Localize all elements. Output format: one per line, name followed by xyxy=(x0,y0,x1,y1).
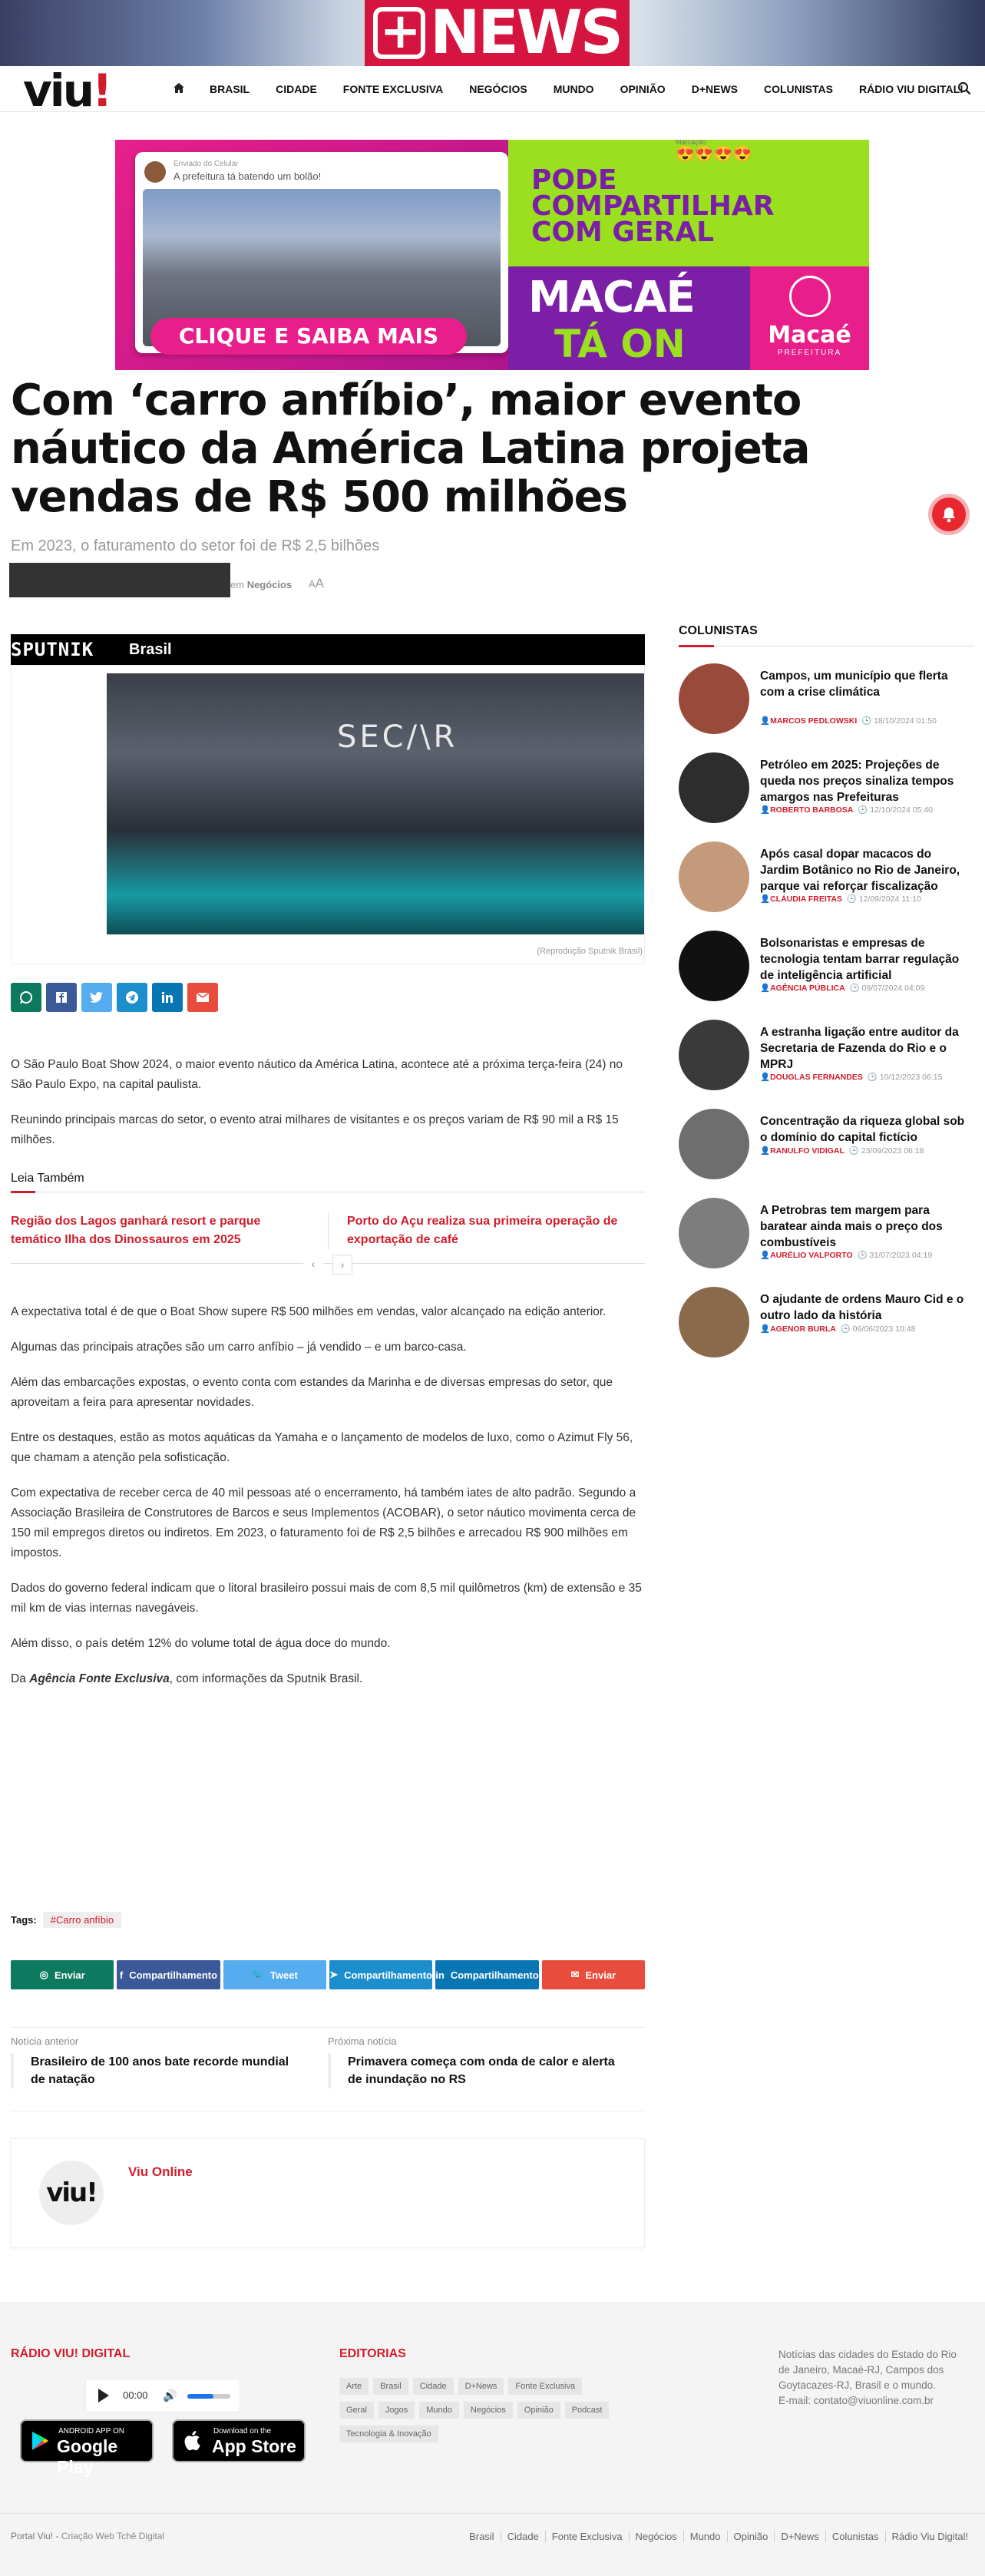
ad-message: A prefeitura tá batendo um bolão! xyxy=(174,170,322,182)
columnist-item[interactable] xyxy=(679,1270,974,1359)
article-paragraph: Além das embarcações expostas, o evento conta com estandes da Marinha e de diversas empresas do setor, que aproveitam a feira para apresentar novidades. xyxy=(11,1376,613,1409)
city-seal-icon xyxy=(789,276,831,317)
radio-player xyxy=(86,2379,240,2412)
font-size-toggle[interactable] xyxy=(309,576,324,591)
search-icon[interactable] xyxy=(957,81,971,95)
columnist-meta xyxy=(760,1146,924,1156)
share-label: Enviar xyxy=(585,1969,616,1981)
next-label: Próxima notícia xyxy=(328,2035,397,2047)
volume-icon[interactable]: 🔊 xyxy=(163,2389,177,2402)
clock-icon: 🕒 xyxy=(867,1073,878,1082)
columnist-author[interactable]: DOUGLAS FERNANDES xyxy=(770,1073,863,1082)
columnist-meta xyxy=(760,1324,915,1334)
columnist-title[interactable]: Concentração da riqueza global sob o domínio do capital fictício xyxy=(760,1115,965,1144)
menu-item-colunistas[interactable]: COLUNISTAS xyxy=(764,83,833,95)
ad-headline-line: PODE xyxy=(531,164,617,196)
article-paragraph: O São Paulo Boat Show 2024, o maior evento náutico da América Latina, acontece até a próxima terça-feira (24) no São Paulo Expo, na capital paulista. xyxy=(11,1058,623,1091)
columnist-item[interactable] xyxy=(679,1181,974,1270)
article-paragraph: Algumas das principais atrações são um carro anfíbio – já vendido – e um barco-casa. xyxy=(11,1341,467,1354)
ad-headline-line: COMPARTILHAR xyxy=(531,190,775,222)
editoria-chip[interactable]: D+News xyxy=(458,2378,504,2395)
columnist-photo[interactable] xyxy=(679,1198,749,1268)
author-avatar[interactable]: viu! xyxy=(39,2161,104,2225)
email-icon xyxy=(196,992,210,1003)
related-article-link[interactable]: Região dos Lagos ganhará resort e parque temático Ilha dos Dinossauros em 2025 xyxy=(11,1215,261,1246)
share-bar-bottom xyxy=(11,1960,645,1989)
plus-icon: + xyxy=(373,7,425,59)
twitter-icon xyxy=(90,991,104,1004)
ad-green-panel xyxy=(508,140,869,266)
telegram-icon xyxy=(125,990,139,1004)
menu-item-radio[interactable]: RÁDIO VIU DIGITAL! xyxy=(858,83,964,95)
article-title: Com ‘carro anfíbio’, maior evento náutico da América Latina projeta vendas de R$ 500 milhões xyxy=(11,375,810,522)
columnist-date: 12/09/2024 11:10 xyxy=(858,894,921,904)
boat-show-photo xyxy=(107,673,644,934)
bell-icon xyxy=(941,506,957,523)
prev-title[interactable]: Brasileiro de 100 anos bate recorde mundial de natação xyxy=(11,2053,305,2088)
app-store-badge[interactable] xyxy=(172,2419,306,2462)
email-share-button[interactable] xyxy=(187,983,218,1012)
menu-item-opiniao[interactable]: OPINIÃO xyxy=(620,83,666,95)
editoria-chip[interactable]: Negócios xyxy=(464,2402,513,2419)
logo-mark: ! xyxy=(91,64,111,117)
clock-icon: 🕒 xyxy=(840,1324,851,1334)
article-body xyxy=(11,634,645,1689)
article-paragraph: Dados do governo federal indicam que o litoral brasileiro possui mais de com 8,5 mil quilômetros (km) de extensão e 35 mil km de vias internas navegáveis. xyxy=(11,1582,642,1615)
editoria-chip[interactable]: Mundo xyxy=(419,2402,459,2419)
article-featured-image xyxy=(11,665,645,964)
top-banner[interactable] xyxy=(0,0,985,66)
menu-item-mundo[interactable]: MUNDO xyxy=(553,83,594,95)
columnist-meta xyxy=(760,1072,942,1082)
columnist-item[interactable] xyxy=(679,646,974,736)
font-small[interactable]: A xyxy=(309,578,316,590)
user-icon: 👤 xyxy=(760,1146,771,1156)
facebook-share-button[interactable] xyxy=(46,983,77,1012)
credit-suffix: , com informações da Sputnik Brasil. xyxy=(169,1672,363,1685)
article-paragraph: Além disso, o país detém 12% do volume total de água doce do mundo. xyxy=(11,1637,391,1650)
home-icon[interactable] xyxy=(161,83,197,95)
columnist-date: 10/12/2023 06:15 xyxy=(879,1073,943,1082)
menu-bar xyxy=(161,66,977,112)
ad-cta-button[interactable]: CLIQUE E SAIBA MAIS xyxy=(150,318,467,355)
editoria-chip[interactable]: Arte xyxy=(339,2378,369,2395)
ad-ta-on: TÁ ON xyxy=(554,322,686,366)
credit-prefix: Da xyxy=(11,1672,30,1685)
category-prefix: em xyxy=(230,579,245,590)
ad-headline-line: COM GERAL xyxy=(531,217,715,248)
credit-agency: Agência Fonte Exclusiva xyxy=(29,1672,170,1685)
ad-seal-name: Macaé xyxy=(768,322,851,349)
site-logo[interactable] xyxy=(23,64,110,117)
article-paragraph: Reunindo principais marcas do setor, o evento atrai milhares de visitantes e os preços variam de R$ 90 mil a R$ 15 milhões. xyxy=(11,1113,619,1146)
columnist-photo[interactable] xyxy=(679,663,749,734)
columnist-title[interactable]: Petróleo em 2025: Projeções de queda nos preços sinaliza tempos amargos nas Prefeituras xyxy=(760,759,954,804)
whatsapp-share-button[interactable] xyxy=(11,983,41,1012)
telegram-icon: ➤ xyxy=(329,1969,339,1980)
footer-link[interactable]: D+News xyxy=(774,2531,825,2542)
user-icon: 👤 xyxy=(760,716,771,726)
author-box xyxy=(11,2138,645,2248)
previous-post[interactable] xyxy=(11,2035,328,2111)
clock-icon: 🕒 xyxy=(858,805,868,815)
article-subtitle: Em 2023, o faturamento do setor foi de R$ 2,5 bilhões xyxy=(11,537,380,554)
editoria-chip[interactable]: Geral xyxy=(339,2402,374,2419)
user-icon: 👤 xyxy=(760,1324,771,1334)
android-big: Google Play xyxy=(57,2436,118,2477)
email-icon: ✉ xyxy=(570,1969,580,1980)
columnist-meta xyxy=(760,894,921,904)
share-label: Tweet xyxy=(269,1969,298,1981)
next-title[interactable]: Primavera começa com onda de calor e alerta de inundação no RS xyxy=(328,2053,622,2088)
editoria-chip[interactable]: Tecnologia & Inovação xyxy=(339,2426,438,2442)
columnist-title[interactable]: O ajudante de ordens Mauro Cid e o outro lado da história xyxy=(760,1293,964,1322)
play-icon[interactable] xyxy=(98,2389,109,2402)
footer-link[interactable]: Colunistas xyxy=(825,2531,885,2542)
whatsapp-icon: ◎ xyxy=(39,1969,48,1980)
columnist-item[interactable] xyxy=(679,1003,974,1092)
article-tags xyxy=(11,1912,121,1928)
ad-seal-sub: PREFEITURA xyxy=(777,349,842,357)
footer-about xyxy=(778,2347,970,2409)
columnist-author[interactable]: CLÁUDIA FREITAS xyxy=(770,894,842,904)
article-paragraph: A expectativa total é de que o Boat Show supere R$ 500 milhões em vendas, valor alcançado na edição anterior. xyxy=(11,1305,607,1318)
linkedin-icon xyxy=(161,991,174,1004)
logo-text: viu xyxy=(23,64,92,117)
clock-icon: 🕒 xyxy=(846,894,857,904)
footer-bottom-bar xyxy=(0,2513,985,2576)
twitter-share-button[interactable] xyxy=(81,983,112,1012)
columnist-title[interactable]: A estranha ligação entre auditor da Secretaria de Fazenda do Rio e o MPRJ xyxy=(760,1026,959,1071)
menu-item-brasil[interactable]: BRASIL xyxy=(210,83,250,95)
clock-icon: 🕒 xyxy=(849,984,860,993)
clock-icon: 🕒 xyxy=(848,1146,859,1156)
user-icon: 👤 xyxy=(760,1073,771,1082)
article-paragraph: Entre os destaques, estão as motos aquáticas da Yamaha e o lançamento de modelos de luxo, como o Azimut Fly 56, que chamam a atenção pela sofisticação. xyxy=(11,1431,633,1464)
columnist-photo[interactable] xyxy=(679,1109,749,1179)
sputnik-header xyxy=(11,634,645,665)
author-name-link[interactable]: Viu Online xyxy=(128,2164,193,2179)
agency-link[interactable]: Tchê Digital xyxy=(114,2531,165,2541)
footer-links xyxy=(463,2531,974,2542)
ad-emoji-icons: 😍😍😍😍 xyxy=(676,146,752,163)
about-text: Notícias das cidades do Estado do Rio de Janeiro, Macaé-RJ, Campos dos Goytacazes-RJ, Brasil e o mundo. xyxy=(778,2349,957,2391)
share-label: Compartilhamento xyxy=(344,1969,432,1981)
facebook-icon: f xyxy=(119,1969,124,1981)
copyright xyxy=(11,2531,164,2541)
columnist-meta xyxy=(760,716,937,726)
columnist-author[interactable]: ROBERTO BARBOSA xyxy=(770,805,854,815)
columnist-title[interactable]: A Petrobras tem margem para baratear ainda mais o preço dos combustíveis xyxy=(760,1204,943,1249)
pager-prev-button[interactable]: ‹ xyxy=(303,1255,323,1275)
photo-sign-text: SEC/\R xyxy=(337,719,458,755)
columnist-photo[interactable] xyxy=(679,1020,749,1090)
telegram-share-wide-button[interactable] xyxy=(329,1960,432,1989)
columnist-title[interactable]: Após casal dopar macacos do Jardim Botânico no Rio de Janeiro, parque vai reforçar fiscalização xyxy=(760,848,960,893)
ios-small: Download on the xyxy=(213,2427,272,2435)
columnist-photo[interactable] xyxy=(679,842,749,912)
menu-item-dnews[interactable]: D+NEWS xyxy=(691,83,738,95)
whatsapp-send-button[interactable] xyxy=(11,1960,114,1989)
columnist-item[interactable] xyxy=(679,1092,974,1181)
pager-next-button[interactable]: › xyxy=(332,1255,352,1275)
columnist-title[interactable]: Bolsonaristas e empresas de tecnologia tentam barrar regulação de inteligência artificial xyxy=(760,937,960,982)
facebook-share-wide-button[interactable] xyxy=(117,1960,220,1989)
share-label: Compartilhamento xyxy=(129,1969,218,1981)
radio-heading: RÁDIO VIU! DIGITAL xyxy=(11,2347,131,2360)
columnist-author[interactable]: AGENOR BURLA xyxy=(770,1324,836,1334)
android-small: ANDROID APP ON xyxy=(58,2427,124,2435)
editoria-chip[interactable]: Jogos xyxy=(378,2402,415,2419)
columnist-date: 09/07/2024 04:09 xyxy=(861,984,925,993)
contact-email[interactable]: E-mail: contato@viuonline.com.br xyxy=(778,2395,934,2406)
ad-seal-panel xyxy=(750,266,869,370)
editorias-heading: EDITORIAS xyxy=(339,2347,406,2360)
linkedin-share-button[interactable] xyxy=(152,983,183,1012)
author-meta-overlay xyxy=(9,563,230,597)
ios-big: App Store xyxy=(212,2436,296,2456)
user-icon: 👤 xyxy=(760,1251,771,1260)
next-post[interactable] xyxy=(328,2035,645,2111)
footer-link[interactable]: Cidade xyxy=(501,2531,545,2542)
ad-headline xyxy=(531,164,775,248)
share-icons-top xyxy=(11,983,645,1012)
linkedin-share-wide-button[interactable] xyxy=(435,1960,538,1989)
footer-link[interactable]: Rádio Viu Digital! xyxy=(885,2531,974,2542)
columnist-photo[interactable] xyxy=(679,1287,749,1357)
banner-brand: NEWS xyxy=(430,0,621,66)
editoria-chip[interactable]: Opinião xyxy=(517,2402,560,2419)
font-big[interactable]: A xyxy=(315,576,325,590)
whatsapp-icon xyxy=(19,990,33,1004)
related-pager xyxy=(11,1253,645,1276)
article-category xyxy=(230,579,292,590)
post-navigation xyxy=(11,2027,645,2111)
ad-sender: Enviado do Celular xyxy=(174,160,239,168)
share-label: Compartilhamento xyxy=(450,1969,539,1981)
columnist-author[interactable]: AGÊNCIA PÚBLICA xyxy=(770,984,845,993)
columnist-author[interactable]: AURÉLIO VALPORTO xyxy=(770,1251,853,1260)
footer-link[interactable]: Opinião xyxy=(727,2531,775,2542)
user-icon: 👤 xyxy=(760,805,771,815)
columnist-title[interactable]: Campos, um município que flerta com a crise climática xyxy=(760,670,948,699)
prev-label: Notícia anterior xyxy=(11,2035,79,2047)
facebook-icon xyxy=(55,990,68,1004)
category-link[interactable]: Negócios xyxy=(246,579,293,590)
sputnik-country: Brasil xyxy=(129,641,172,658)
columnist-item[interactable] xyxy=(679,736,974,825)
footer-link[interactable]: Negócios xyxy=(629,2531,683,2542)
related-heading: Leia Também xyxy=(11,1172,645,1192)
article-credit xyxy=(11,1669,645,1689)
columnist-item[interactable] xyxy=(679,914,974,1003)
clock-icon: 🕒 xyxy=(857,1251,868,1260)
columnist-date: 12/10/2024 05:40 xyxy=(870,805,933,815)
linkedin-icon: in xyxy=(435,1969,445,1981)
ad-city: MACAÉ xyxy=(528,273,695,322)
related-article-link[interactable]: Porto do Açu realiza sua primeira operação de exportação de café xyxy=(328,1212,645,1249)
ad-avatar xyxy=(144,161,166,183)
columnist-date: 23/09/2023 06:18 xyxy=(861,1146,924,1156)
google-play-badge[interactable] xyxy=(20,2419,154,2477)
apple-icon xyxy=(184,2429,201,2451)
notification-bell-button[interactable] xyxy=(932,498,966,531)
user-icon: 👤 xyxy=(760,984,771,993)
columnist-date: 18/10/2024 01:50 xyxy=(874,716,937,726)
menu-item-fonte-exclusiva[interactable]: FONTE EXCLUSIVA xyxy=(342,83,444,95)
clock-icon: 🕒 xyxy=(861,716,872,726)
columnist-meta xyxy=(760,983,924,993)
sidebar-heading: COLUNISTAS xyxy=(679,624,974,646)
columnist-author[interactable]: RANULFO VIDIGAL xyxy=(770,1146,845,1156)
menu-item-negocios[interactable]: NEGÓCIOS xyxy=(469,83,527,95)
editoria-chip[interactable]: Fonte Exclusiva xyxy=(508,2378,582,2395)
dnews-banner-logo xyxy=(365,0,630,66)
columnist-date: 31/07/2023 04:19 xyxy=(869,1251,933,1260)
editorias-chips xyxy=(339,2378,616,2449)
tag-link[interactable]: #Carro anfíbio xyxy=(43,1912,121,1928)
ad-emoji-label: Marcação xyxy=(676,140,706,146)
columnist-photo[interactable] xyxy=(679,931,749,1001)
main-navigation xyxy=(0,64,985,117)
telegram-share-button[interactable] xyxy=(117,983,147,1012)
columnist-list xyxy=(679,646,974,1359)
columnist-author[interactable]: MARCOS PEDLOWSKI xyxy=(770,716,858,726)
copyright-prefix: Portal Viu! - xyxy=(11,2531,61,2541)
share-label: Enviar xyxy=(54,1969,85,1981)
email-send-button[interactable] xyxy=(542,1960,645,1989)
google-play-icon xyxy=(31,2431,49,2451)
columnist-photo[interactable] xyxy=(679,752,749,823)
advertisement-banner[interactable] xyxy=(115,140,869,370)
columnist-date: 06/06/2023 10:48 xyxy=(852,1324,916,1334)
editoria-chip[interactable]: Podcast xyxy=(565,2402,610,2419)
user-icon: 👤 xyxy=(760,894,771,904)
editoria-chip[interactable]: Cidade xyxy=(413,2378,454,2395)
photo-caption: (Reprodução Sputnik Brasil) xyxy=(537,947,643,956)
player-time: 00:00 xyxy=(123,2389,148,2401)
tweet-button[interactable] xyxy=(223,1960,326,1989)
sidebar-colunistas xyxy=(679,624,974,1359)
site-footer xyxy=(0,2302,985,2576)
editoria-chip[interactable]: Brasil xyxy=(373,2378,408,2395)
sputnik-logo: SPUTNIK xyxy=(11,639,94,660)
ad-purple-panel xyxy=(508,266,750,370)
footer-link[interactable]: Mundo xyxy=(683,2531,727,2542)
menu-item-cidade[interactable]: CIDADE xyxy=(276,83,317,95)
volume-slider[interactable] xyxy=(187,2394,230,2399)
columnist-meta xyxy=(760,1250,932,1260)
twitter-icon: 🐦 xyxy=(251,1969,264,1980)
copyright-credit: Criação Web xyxy=(61,2531,114,2541)
columnist-meta xyxy=(760,805,933,815)
article-paragraph: Com expectativa de receber cerca de 40 mil pessoas até o encerramento, há também iates de alto padrão. Segundo a Associação Brasileira de Construtores de Barcos e seus Implementos (ACOBAR), o setor náutico movimenta cerca de 150 mil empregos diretos ou indiretos. Em 2023, o faturamento foi de R$ 2,5 bilhões e arrecadou R$ 900 milhões em impostos. xyxy=(11,1486,636,1559)
footer-link[interactable]: Brasil xyxy=(469,2531,494,2542)
columnist-item[interactable] xyxy=(679,825,974,914)
footer-link[interactable]: Fonte Exclusiva xyxy=(545,2531,629,2542)
tags-label: Tags: xyxy=(11,1914,37,1926)
